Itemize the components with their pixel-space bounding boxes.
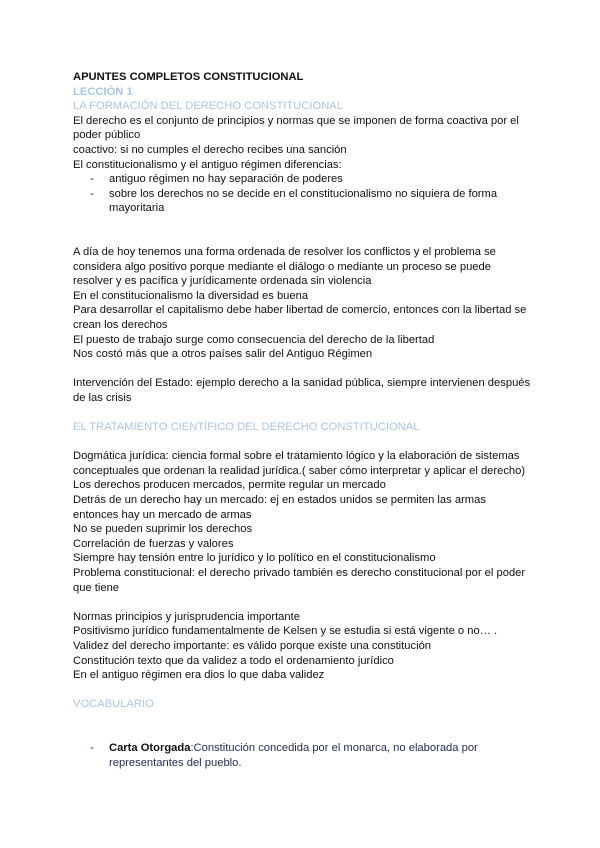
paragraph: El derecho es el conjunto de principios y normas que se imponen de forma coactiva por el poder público	[73, 114, 519, 142]
paragraph: Correlación de fuerzas y valores	[73, 537, 234, 550]
paragraph: Validez del derecho importante: es válido porque existe una constitución	[73, 639, 432, 652]
paragraph: En el antiguo régimen era dios lo que daba validez	[73, 669, 325, 682]
paragraph: Dogmática jurídica: ciencia formal sobre el tratamiento lógico y la elaboración de sistemas conceptuales que ordenan la realidad jurídica.( saber cómo interpretar y aplicar el derecho)	[73, 450, 526, 477]
paragraph: Constitución texto que da validez a todo el ordenamiento jurídico	[73, 654, 394, 667]
paragraph: El puesto de trabajo surge como consecuencia del derecho de la libertad	[73, 333, 435, 346]
paragraph: Para desarrollar el capitalismo debe haber libertad de comercio, entonces con la libertad se crean los derechos	[73, 304, 527, 331]
paragraph: Intervención del Estado: ejemplo derecho a la sanidad pública, siempre intervienen después de las crisis	[73, 377, 531, 404]
dash-bullet-icon: -	[90, 187, 94, 200]
paragraph: Detrás de un derecho hay un mercado: ej en estados unidos se permiten las armas entonces hay un mercado de armas	[73, 494, 486, 521]
section-heading-vocabulario: VOCABULARIO	[73, 698, 154, 711]
paragraph: Problema constitucional: el derecho privado también es derecho constitucional por el poder que tiene	[73, 567, 526, 594]
dash-bullet-icon: -	[90, 741, 94, 754]
paragraph: A día de hoy tenemos una forma ordenada de resolver los conflictos y el problema se considera algo positivo porque mediante el diálogo o mediante un proceso se puede resolver y es pacífica y jurídicamente ordenada sin violencia	[73, 245, 496, 288]
document-content	[73, 70, 533, 770]
paragraph: Positivismo jurídico fundamentalmente de Kelsen y se estudia si está vigente o no… .	[73, 625, 498, 638]
paragraph: Los derechos producen mercados, permite regular un mercado	[73, 479, 386, 492]
section-heading-tratamiento: EL TRATAMIENTO CIENTÍFICO DEL DERECHO CONSTITUCIONAL	[73, 421, 420, 434]
paragraph: Normas principios y jurisprudencia importante	[73, 610, 300, 623]
list-item: - antiguo régimen no hay separación de poderes	[90, 173, 343, 186]
paragraph: El constitucionalismo y el antiguo régimen diferencias:	[73, 158, 342, 171]
paragraph: No se pueden suprimir los derechos	[73, 523, 253, 536]
list-item: - sobre los derechos no se decide en el constitucionalismo no siquiera de forma mayoritaria	[90, 187, 498, 215]
differences-list	[73, 172, 533, 216]
vocabulary-list	[73, 741, 533, 770]
paragraph: coactivo: si no cumples el derecho recibes una sanción	[73, 143, 347, 156]
vocabulary-term: Carta Otorgada	[109, 741, 191, 754]
section-heading-formacion: LA FORMACIÓN DEL DERECHO CONSTITUCIONAL	[73, 100, 343, 113]
vocabulary-item	[73, 741, 533, 770]
paragraph: En el constitucionalismo la diversidad es buena	[73, 289, 309, 302]
paragraph: Siempre hay tensión entre lo jurídico y lo político en el constitucionalismo	[73, 552, 436, 565]
lesson-label: LECCIÓN 1	[73, 85, 133, 98]
document-title: APUNTES COMPLETOS CONSTITUCIONAL	[73, 71, 304, 83]
paragraph: Nos costó más que a otros países salir del Antiguo Régimen	[73, 348, 373, 361]
dash-bullet-icon: -	[90, 173, 94, 186]
vocabulary-definition: :Constitución concedida por el monarca, no elaborada por representantes del pueblo.	[109, 741, 478, 769]
